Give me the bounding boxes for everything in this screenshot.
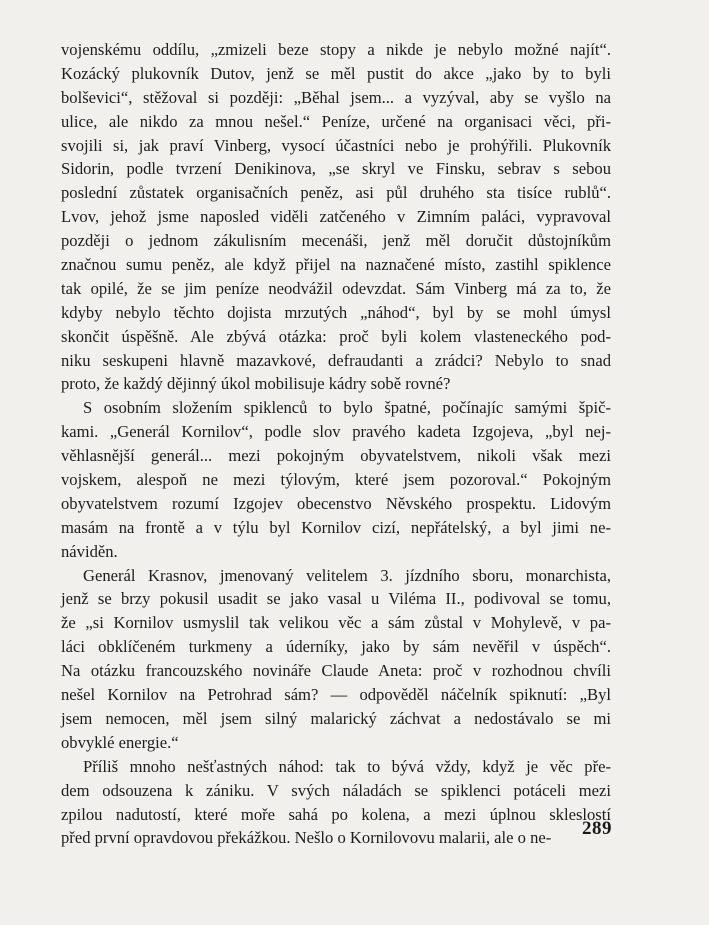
text-line: náviděn.	[61, 541, 118, 561]
page-number: 289	[582, 818, 612, 839]
text-line: Generál Krasnov, jmenovaný velitelem 3. jízdního sboru, monarchista,	[83, 565, 611, 585]
text-line: obvyklé energie.“	[61, 732, 179, 752]
body-text	[61, 38, 611, 850]
text-line: svojili si, jak praví Vinberg, vysocí účastníci nebo je prohýřili. Plukovník	[61, 135, 611, 155]
text-line: dem odsouzena k zániku. V svých náladách se spiklenci potáceli mezi	[61, 780, 611, 800]
text-line: Kozácký plukovník Dutov, jenž se měl pustit do akce „jako by to byli	[61, 63, 611, 83]
text-line: kdyby nebylo těchto dojista mrzutých „náhod“, byl by se mohl úmysl	[61, 302, 611, 322]
text-line: bolševici“, stěžoval si později: „Běhal jsem... a vyzýval, aby se vyšlo na	[61, 87, 611, 107]
text-line: skončit úspěšně. Ale zbývá otázka: proč byli kolem vlasteneckého pod-	[61, 326, 611, 346]
text-line: později o jednom zákulisním mecenáši, jenž měl doručit důstojníkům	[61, 231, 611, 251]
text-line: vojenskému oddílu, „zmizeli beze stopy a nikde je nebylo možné najít“.	[61, 40, 611, 59]
text-line: masám na frontě a v týlu byl Kornilov cizí, nepřátelský, a byl jimi ne-	[61, 517, 611, 537]
text-line: Sidorin, podle tvrzení Denikinova, „se skryl ve Finsku, sebrav s sebou	[61, 159, 611, 179]
text-line: niku seskupeni hlavně mazavkové, defraudanti a zrádci? Nebylo to snad	[61, 350, 611, 370]
text-line: ulice, ale nikdo za mnou nešel.“ Peníze, určené na organisaci věci, při-	[61, 111, 611, 131]
paragraph	[61, 755, 611, 851]
text-line: vojskem, alespoň ne mezi týlovým, které jsem pozoroval.“ Pokojným	[61, 470, 611, 490]
text-line: že „si Kornilov usmyslil tak velikou věc a sám zůstal v Mohylevě, v pa-	[61, 613, 611, 633]
text-line: láci obklíčeném turkmeny a úderníky, jako by sám nevěřil v úspěch“.	[61, 637, 611, 657]
text-line: před první opravdovou překážkou. Nešlo o Kornilovovu malarii, ale o ne-	[61, 828, 552, 848]
text-line: Lvov, jehož jsme naposled viděli zatčeného v Zimním paláci, vypravoval	[61, 207, 611, 227]
text-line: věhlasnější generál... mezi pokojným obyvatelstvem, nikoli však mezi	[61, 446, 611, 466]
text-line: proto, že každý dějinný úkol mobilisuje kádry sobě rovné?	[61, 374, 451, 394]
text-line: Příliš mnoho nešťastných náhod: tak to bývá vždy, když je věc pře-	[83, 756, 611, 776]
paragraph	[61, 564, 611, 755]
text-line: zpilou nadutostí, které moře sahá po kolena, a mezi úplnou skleslostí	[61, 804, 611, 824]
text-line: jenž se brzy pokusil usadit se jako vasal u Viléma II., podivoval se tomu,	[61, 589, 611, 609]
text-line: nešel Kornilov na Petrohrad sám? — odpověděl náčelník spiknutí: „Byl	[61, 685, 611, 705]
text-line: tak opilé, že se jim peníze neodvážil odevzdat. Sám Vinberg má za to, že	[61, 278, 611, 298]
text-line: značnou sumu peněz, ale když přijel na naznačené místo, zastihl spiklence	[61, 255, 611, 275]
paragraph	[61, 38, 611, 396]
text-line: jsem nemocen, měl jsem silný malarický záchvat a nedostávalo se mi	[61, 708, 611, 728]
text-line: kami. „Generál Kornilov“, podle slov pravého kadeta Izgojeva, „byl nej-	[61, 422, 611, 442]
text-line: poslední zůstatek organisačních peněz, asi půl druhého sta tisíce rublů“.	[61, 183, 611, 203]
paragraph	[61, 396, 611, 563]
text-line: obyvatelstvem rozumí Izgojev obecenstvo Něvského prospektu. Lidovým	[61, 493, 611, 513]
text-line: Na otázku francouzského novináře Claude Aneta: proč v rozhodnou chvíli	[61, 661, 611, 681]
text-line: S osobním složením spiklenců to bylo špatné, počínajíc samými špič-	[83, 398, 611, 418]
